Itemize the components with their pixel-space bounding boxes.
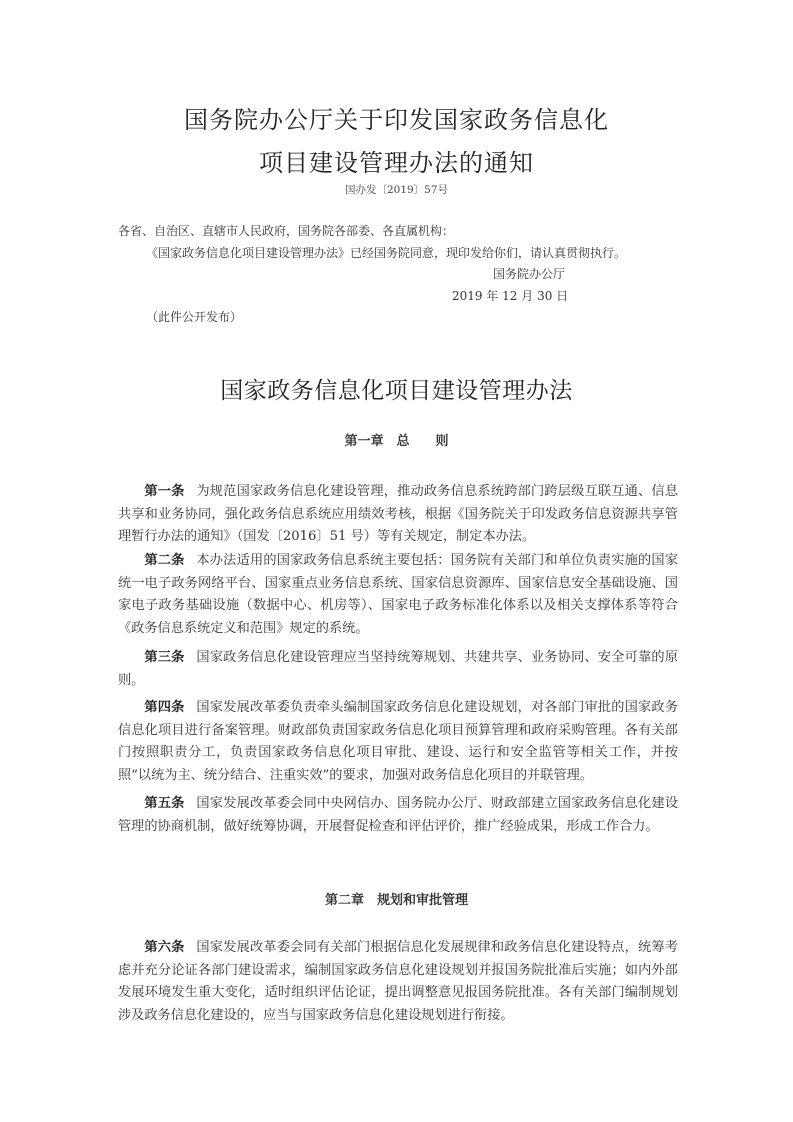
article [118,647,678,692]
article-label: 第一条 [144,484,185,499]
article-text: 为规范国家政务信息化建设管理，推动政务信息系统跨部门跨层级互联互通、信息共享和业务协同，强化政务信息系统应用绩效考核，根据《国务院关于印发政务信息资源共享管理暂行办法的通知》（国发〔2016〕51 号）等有关规定，制定本办法。 [118,484,679,544]
article [118,550,678,640]
chapter-heading: 第一章 总 则 [344,434,449,449]
addressee: 各省、自治区、直辖市人民政府，国务院各部委、各直属机构： [118,224,455,238]
article-text: 国家发展改革委会同有关部门根据信息化发展规律和政务信息化建设特点，统筹考虑并充分论证各部门建设需求，编制国家政务信息化建设规划并报国务院批准后实施；如内外部发展环境发生重大变化，适时组织评估论证，提出调整意见报国务院批准。各有关部门编制规划涉及政务信息化建设的，应当与国家政务信息化建设规划进行衔接。 [118,940,679,1023]
article-label: 第四条 [144,700,185,715]
article [118,697,678,787]
issue-date: 2019 年 12 月 30 日 [452,289,569,303]
notice-title-line2: 项目建设管理办法的通知 [259,149,534,177]
article-label: 第五条 [144,796,185,811]
article-text: 国家发展改革委负责牵头编制国家政务信息化建设规划，对各部门审批的国家政务信息化项目进行备案管理。财政部负责国家政务信息化项目预算管理和政府采购管理。各有关部门按照职责分工，负责国家政务信息化项目审批、建设、运行和安全监管等相关工作，并按照“以统为主、统分结合、注重实效”的要求，加强对政务信息化项目的并联管理。 [118,700,679,783]
signer: 国务院办公厅 [493,267,566,281]
chapter-heading: 第二章 规划和审批管理 [324,893,468,908]
notice-body: 《国家政务信息化项目建设管理办法》已经国务院同意，现印发给你们，请认真贯彻执行。 [146,246,627,260]
article [118,937,678,1027]
article-label: 第六条 [144,940,185,955]
article-text: 本办法适用的国家政务信息系统主要包括：国务院有关部门和单位负责实施的国家统一电子政务网络平台、国家重点业务信息系统、国家信息资源库、国家信息安全基础设施、国家电子政务基础设施（数据中心、机房等）、国家电子政务标准化体系以及相关支撑体系等符合《政务信息系统定义和范围》规定的系统。 [118,553,679,636]
article [118,793,678,838]
article [118,481,678,549]
article-label: 第二条 [144,553,185,568]
publication-note: （此件公开发布） [146,310,243,324]
article-text: 国家发展改革委会同中央网信办、国务院办公厅、财政部建立国家政务信息化建设管理的协商机制，做好统筹协调，开展督促检查和评估评价，推广经验成果，形成工作合力。 [118,796,679,834]
document-number: 国办发〔2019〕57号 [344,184,449,196]
measures-title: 国家政务信息化项目建设管理办法 [220,378,573,404]
article-label: 第三条 [144,650,185,665]
notice-title-line1: 国务院办公厅关于印发国家政务信息化 [184,106,609,134]
article-text: 国家政务信息化建设管理应当坚持统筹规划、共建共享、业务协同、安全可靠的原则。 [118,650,679,688]
